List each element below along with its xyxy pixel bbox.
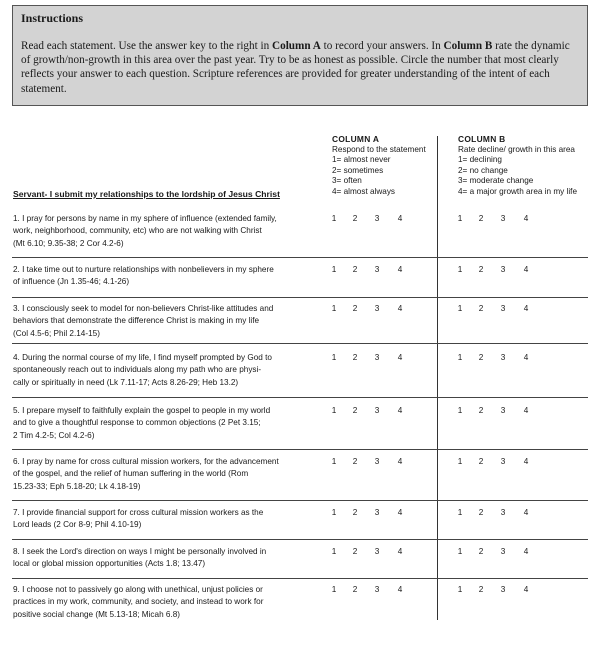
statement-line: 7. I provide financial support for cross cultural mission workers as the <box>13 508 264 517</box>
statement-text <box>13 303 303 340</box>
rating-option[interactable]: 2 <box>478 304 484 313</box>
statement-line: 8. I seek the Lord's direction on ways I might be personally involved in <box>13 547 267 556</box>
statement-line: local or global mission opportunities (Acts 1.8; 13.47) <box>13 559 206 569</box>
rating-option[interactable]: 4 <box>397 214 403 223</box>
statement-line: 5. I prepare myself to faithfully explain the gospel to people in my world <box>13 406 271 415</box>
row-divider <box>12 257 588 258</box>
rating-option[interactable]: 4 <box>523 214 529 223</box>
rating-option[interactable]: 1 <box>457 265 463 274</box>
rating-option[interactable]: 2 <box>478 457 484 466</box>
rating-option[interactable]: 2 <box>352 265 358 274</box>
statement-line: 15.23-33; Eph 5.18-20; Lk 4.18-19) <box>13 481 141 491</box>
rating-option[interactable]: 2 <box>352 547 358 556</box>
rating-option[interactable]: 3 <box>374 508 380 517</box>
row-divider <box>12 449 588 450</box>
column-b-title: COLUMN B <box>458 134 506 144</box>
rating-option[interactable]: 1 <box>331 406 337 415</box>
rating-option[interactable]: 3 <box>374 457 380 466</box>
rating-option[interactable]: 2 <box>478 508 484 517</box>
rating-option[interactable]: 4 <box>397 547 403 556</box>
rating-option[interactable]: 1 <box>331 304 337 313</box>
section-title: Servant- I submit my relationships to the lordship of Jesus Christ <box>13 189 280 199</box>
statement-line: practices in my work, community, and society, and instead to work for <box>13 597 264 607</box>
rating-option[interactable]: 1 <box>457 304 463 313</box>
statement-line: 4. During the normal course of my life, I find myself prompted by God to <box>13 353 272 362</box>
statement-line: Lord leads (2 Cor 8-9; Phil 4.10-19) <box>13 520 142 530</box>
statement-text <box>13 264 303 289</box>
rating-option[interactable]: 4 <box>397 508 403 517</box>
rating-option[interactable]: 3 <box>374 304 380 313</box>
column-b-key <box>458 134 593 198</box>
rating-option[interactable]: 1 <box>457 353 463 362</box>
rating-option[interactable]: 3 <box>500 265 506 274</box>
rating-option[interactable]: 4 <box>523 353 529 362</box>
rating-option[interactable]: 2 <box>352 508 358 517</box>
row-divider <box>12 343 588 344</box>
statement-text <box>13 546 303 571</box>
rating-option[interactable]: 4 <box>397 406 403 415</box>
rating-option[interactable]: 1 <box>457 547 463 556</box>
row-divider <box>12 297 588 298</box>
instructions-text-part: Read each statement. Use the answer key to the right in <box>21 40 273 52</box>
rating-option[interactable]: 3 <box>374 547 380 556</box>
column-b-line: 2= no change <box>458 165 508 175</box>
statement-text <box>13 584 303 621</box>
statement-line: positive social change (Mt 5.13-18; Micah 6.8) <box>13 609 181 619</box>
rating-option[interactable]: 1 <box>331 214 337 223</box>
statement-line: (Mt 6.10; 9.35-38; 2 Cor 4.2-6) <box>13 238 124 248</box>
rating-option[interactable]: 4 <box>523 457 529 466</box>
statement-line: 1. I pray for persons by name in my sphere of influence (extended family, <box>13 214 277 223</box>
rating-option[interactable]: 2 <box>352 457 358 466</box>
column-b-line: 1= declining <box>458 155 502 165</box>
column-divider <box>437 136 438 620</box>
rating-option[interactable]: 4 <box>523 508 529 517</box>
instructions-text-part: rate the dynamic of growth/non-growth in this area over the past year. Try to be as honest as possible. Circle the number that most clearly reflects your answer to each question. Scripture references are provided for greater understanding of the intent of each statement. <box>21 40 570 95</box>
statement-text <box>13 213 303 250</box>
rating-option[interactable]: 4 <box>523 585 529 594</box>
rating-option[interactable]: 3 <box>500 585 506 594</box>
rating-option[interactable]: 2 <box>352 585 358 594</box>
statement-line: of the gospel, and the relief of human suffering in the world (Rom <box>13 469 249 479</box>
rating-option[interactable]: 3 <box>500 353 506 362</box>
rating-option[interactable]: 1 <box>331 547 337 556</box>
statement-line: work, neighborhood, community, etc) who are not walking with Christ <box>13 226 262 236</box>
rating-option[interactable]: 1 <box>457 508 463 517</box>
statement-line: 2. I take time out to nurture relationships with nonbelievers in my sphere <box>13 265 274 274</box>
instructions-box <box>12 5 588 106</box>
column-b-line: Rate decline/ growth in this area <box>458 144 575 154</box>
statement-line: of influence (Jn 1.35-46; 4.1-26) <box>13 277 130 287</box>
rating-option[interactable]: 2 <box>478 406 484 415</box>
rating-option[interactable]: 1 <box>331 508 337 517</box>
instructions-text <box>21 39 579 96</box>
rating-option[interactable]: 1 <box>331 585 337 594</box>
statement-line: 2 Tim 4.2-5; Col 4.2-6) <box>13 430 95 440</box>
instructions-text-part: to record your answers. In <box>320 40 444 52</box>
rating-option[interactable]: 4 <box>397 265 403 274</box>
statement-text <box>13 456 303 493</box>
rating-option[interactable]: 3 <box>500 457 506 466</box>
statement-text <box>13 405 303 442</box>
rating-option[interactable]: 3 <box>500 508 506 517</box>
row-divider <box>12 500 588 501</box>
statement-line: 6. I pray by name for cross cultural mission workers, for the advancement <box>13 457 279 466</box>
column-b-line: 4= a major growth area in my life <box>458 186 577 196</box>
rating-option[interactable]: 3 <box>374 585 380 594</box>
rating-option[interactable]: 2 <box>478 585 484 594</box>
column-a-title: COLUMN A <box>332 134 380 144</box>
rating-option[interactable]: 4 <box>523 547 529 556</box>
rating-option[interactable]: 3 <box>374 353 380 362</box>
column-a-line: 2= sometimes <box>332 165 384 175</box>
instructions-column-b-ref: Column B <box>443 40 493 52</box>
rating-option[interactable]: 4 <box>397 353 403 362</box>
rating-option[interactable]: 1 <box>457 585 463 594</box>
rating-option[interactable]: 2 <box>478 353 484 362</box>
column-a-line: 3= often <box>332 176 362 186</box>
instructions-title: Instructions <box>21 11 84 25</box>
rating-option[interactable]: 2 <box>352 214 358 223</box>
column-a-line: 1= almost never <box>332 155 391 165</box>
statement-line: spontaneously reach out to individuals along my path who are physi- <box>13 365 262 375</box>
row-divider <box>12 539 588 540</box>
statement-line: 9. I choose not to passively go along with unethical, unjust policies or <box>13 585 263 594</box>
rating-option[interactable]: 1 <box>331 353 337 362</box>
rating-option[interactable]: 1 <box>457 214 463 223</box>
rating-option[interactable]: 4 <box>523 265 529 274</box>
rating-option[interactable]: 2 <box>478 214 484 223</box>
statement-text <box>13 507 303 532</box>
rating-option[interactable]: 3 <box>500 406 506 415</box>
rating-option[interactable]: 1 <box>331 457 337 466</box>
rating-option[interactable]: 2 <box>352 406 358 415</box>
rating-option[interactable]: 1 <box>331 265 337 274</box>
rating-option[interactable]: 2 <box>478 547 484 556</box>
statement-line: behaviors that demonstrate the difference Christ is making in my life <box>13 316 260 326</box>
statement-line: (Col 4.5-6; Phil 2.14-15) <box>13 328 100 338</box>
statement-line: 3. I consciously seek to model for non-believers Christ-like attitudes and <box>13 304 274 313</box>
rating-option[interactable]: 2 <box>352 304 358 313</box>
rating-option[interactable]: 1 <box>457 457 463 466</box>
statement-line: cally or spiritually in need (Lk 7.11-17; Acts 8.26-29; Heb 13.2) <box>13 377 239 387</box>
rating-option[interactable]: 1 <box>457 406 463 415</box>
row-divider <box>12 397 588 398</box>
rating-option[interactable]: 3 <box>500 547 506 556</box>
rating-option[interactable]: 3 <box>500 214 506 223</box>
statement-line: and to give a thoughtful response to common objections (2 Pet 3.15; <box>13 418 261 428</box>
instructions-column-a-ref: Column A <box>272 40 321 52</box>
column-a-key <box>332 134 442 198</box>
rating-option[interactable]: 4 <box>523 406 529 415</box>
column-a-line: 4= almost always <box>332 186 396 196</box>
rating-option[interactable]: 2 <box>478 265 484 274</box>
row-divider <box>12 578 588 579</box>
rating-option[interactable]: 3 <box>500 304 506 313</box>
column-b-line: 3= moderate change <box>458 176 534 186</box>
column-a-line: Respond to the statement <box>332 144 426 154</box>
rating-option[interactable]: 4 <box>397 585 403 594</box>
rating-option[interactable]: 3 <box>374 265 380 274</box>
rating-option[interactable]: 4 <box>397 457 403 466</box>
rating-option[interactable]: 3 <box>374 406 380 415</box>
statement-text <box>13 352 303 389</box>
rating-option[interactable]: 4 <box>397 304 403 313</box>
rating-option[interactable]: 2 <box>352 353 358 362</box>
rating-option[interactable]: 3 <box>374 214 380 223</box>
rating-option[interactable]: 4 <box>523 304 529 313</box>
